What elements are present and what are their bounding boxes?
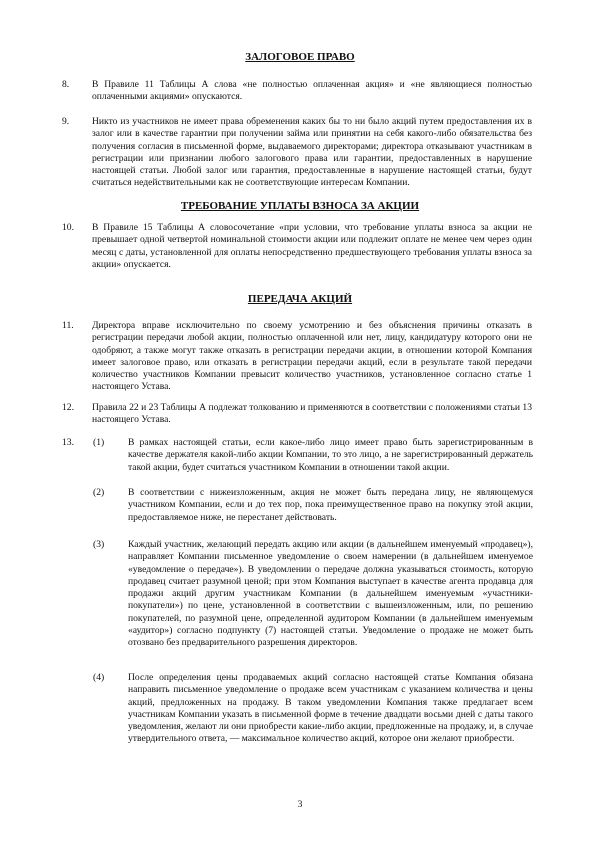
clause-number: 10. xyxy=(62,222,74,233)
heading-calls: ТРЕБОВАНИЕ УПЛАТЫ ВЗНОСА ЗА АКЦИИ xyxy=(180,200,420,212)
clause-text: Никто из участников не имеет права обременения каких бы то ни было акций путем предоставления их в залог или в качестве гарантии при получении займа или принятии на себя какого-либо обязательства без получения согласия в письменной форме, выдаваемого директорами; директора отказывают участникам в регистрации или признании любого залогового права или гарантии, предоставленных в нарушение настоящей статьи. Любой залог или гарантия, предоставленные в нарушение настоящей статьи, будут считаться недействительными как не соответствующие интересам Компании. xyxy=(92,116,532,189)
clause-number: 12. xyxy=(62,402,74,413)
subclause-number: (1) xyxy=(93,437,105,448)
clause-number: 11. xyxy=(62,320,74,331)
clause-number: 13. xyxy=(62,437,74,448)
subclause-text: Каждый участник, желающий передать акцию или акции (в дальнейшем именуемый «продавец»), направляет Компании письменное уведомление о своем намерении (в дальнейшем именуемое «уведомление о передаче»). В уведомлении о передаче должна указываться стоимость, которую продавец считает разумной ценой; при этом Компания выступает в качестве агента продавца для продажи акций другим участникам Компании (в дальнейшем именуемым «участники-покупатели») по цене, установленной в соответствии с вышеизложенным, или, по решению покупателей, по разумной цене, определенной аудитором Компании (в дальнейшем именуемым «аудитор») согласно подпункту (7) настоящей статьи. Уведомление о продаже не может быть отозвано без предварительного разрешения директоров. xyxy=(128,539,533,649)
subclause-text: В рамках настоящей статьи, если какое-либо лицо имеет право быть зарегистрированным в качестве держателя какой-либо акции Компании, то это лицо, а не зарегистрированный держатель такой акции, будет считаться участником Компании в отношении такой акции. xyxy=(128,437,533,473)
heading-lien: ЗАЛОГОВОЕ ПРАВО xyxy=(245,51,355,63)
subclause-text: В соответствии с нижеизложенным, акция не может быть передана лицу, не являющемуся участником Компании, если и до тех пор, пока преимущественное право на покупку этой акции, предоставляемое ниже, не перестанет действовать. xyxy=(128,487,533,523)
subclause-number: (3) xyxy=(93,539,105,550)
clause-text: Директора вправе исключительно по своему усмотрению и без объяснения причины отказать в регистрации передачи любой акции, полностью оплаченной или нет, лицу, кандидатуру которого они не одобряют, а также могут также отказать в регистрации передачи акции, в отношении которой Компания имеет залоговое право, или отказать в регистрации передачи акций, если в результате такой передачи количество участников Компании превысит количество участников, установленное согласно статье 1 настоящего Устава. xyxy=(92,320,532,393)
subclause-text: После определения цены продаваемых акций согласно настоящей статье Компания обязана направить письменное уведомление о продаже всем участникам с указанием количества и цены акций, предложенных на продажу. В таком уведомлении Компания также предлагает всем участникам Компании указать в письменной форме в течение двадцати восьми дней с даты такого уведомления, желают ли они приобрести какие-либо акции, предложенные на продажу, и, в случае утвердительного ответа, — максимальное количество акций, которое они желают приобрести. xyxy=(128,672,533,745)
subclause-number: (4) xyxy=(93,672,105,683)
clause-text: В Правиле 15 Таблицы А словосочетание «при условии, что требование уплаты взноса за акции не превышает одной четвертой номинальной стоимости акции или подлежит оплате не менее чем через один месяц с даты, установленной для оплаты непосредственно предшествующего требования уплаты взноса за акции» опускается. xyxy=(92,222,532,270)
heading-transfer: ПЕРЕДАЧА АКЦИЙ xyxy=(247,293,353,305)
clause-number: 9. xyxy=(62,116,70,127)
subclause-number: (2) xyxy=(93,487,105,498)
page-number: 3 xyxy=(297,799,303,810)
clause-number: 8. xyxy=(62,79,70,90)
clause-text: Правила 22 и 23 Таблицы А подлежат толкованию и применяются в соответствии с положениями статьи 13 настоящего Устава. xyxy=(92,402,532,426)
clause-text: В Правиле 11 Таблицы А слова «не полностью оплаченная акция» и «не являющиеся полностью оплаченными акциями» опускаются. xyxy=(92,79,532,103)
